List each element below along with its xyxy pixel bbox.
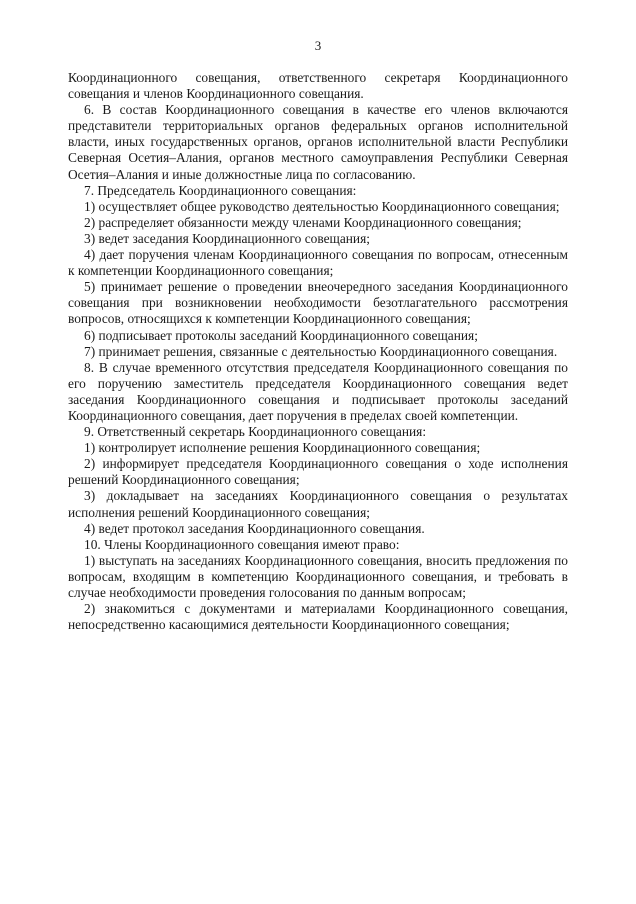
paragraph-6-membership: 6. В состав Координационного совещания в качестве его членов включаются представители территориальных органов федеральных органов исполнительной власти, иных государственных органов, органов исполнительной власти Республики Северная Осетия–Алания, органов местного самоуправления Республики Северная Осетия–Алания и иные должностные лица по согласованию. [68, 102, 568, 182]
members-item-2: 2) знакомиться с документами и материалами Координационного совещания, непосредственно касающимися деятельности Координационного совещания; [68, 601, 568, 633]
chairman-item-5: 5) принимает решение о проведении внеочередного заседания Координационного совещания при возникновении необходимости безотлагательного рассмотрения вопросов, относящихся к компетенции Координационного совещания; [68, 279, 568, 327]
paragraph-continuation: Координационного совещания, ответственного секретаря Координационного совещания и членов Координационного совещания. [68, 70, 568, 102]
secretary-item-1: 1) контролирует исполнение решения Координационного совещания; [84, 440, 481, 456]
chairman-item-4: 4) дает поручения членам Координационного совещания по вопросам, отнесенным к компетенции Координационного совещания; [68, 247, 568, 279]
secretary-item-4: 4) ведет протокол заседания Координационного совещания. [84, 520, 425, 536]
chairman-item-6: 6) подписывает протоколы заседаний Координационного совещания; [84, 327, 478, 343]
chairman-item-2: 2) распределяет обязанности между членами Координационного совещания; [84, 214, 522, 230]
paragraph-9-secretary: 9. Ответственный секретарь Координационного совещания: [84, 424, 427, 440]
paragraph-10-members-rights: 10. Члены Координационного совещания имеют право: [84, 536, 400, 552]
paragraph-8-deputy: 8. В случае временного отсутствия председателя Координационного совещания по его поручению заместитель председателя Координационного совещания ведет заседания Координационного совещания и подписывает протоколы заседаний Координационного совещания, дает поручения в пределах своей компетенции. [68, 359, 568, 423]
secretary-item-3: 3) докладывает на заседаниях Координационного совещания о результатах исполнения решений Координационного совещания; [68, 488, 568, 520]
members-item-1: 1) выступать на заседаниях Координационного совещания, вносить предложения по вопросам, входящим в компетенцию Координационного совещания, и требовать в случае необходимости проведения голосования по данным вопросам; [68, 552, 568, 600]
document-body [68, 70, 568, 633]
chairman-item-3: 3) ведет заседания Координационного совещания; [84, 230, 370, 246]
chairman-item-7: 7) принимает решения, связанные с деятельностью Координационного совещания. [84, 343, 558, 359]
chairman-item-1: 1) осуществляет общее руководство деятельностью Координационного совещания; [84, 198, 560, 214]
page-number: 3 [314, 38, 322, 53]
secretary-item-2: 2) информирует председателя Координационного совещания о ходе исполнения решений Координационного совещания; [68, 456, 568, 488]
paragraph-7-chairman: 7. Председатель Координационного совещания: [84, 182, 357, 198]
